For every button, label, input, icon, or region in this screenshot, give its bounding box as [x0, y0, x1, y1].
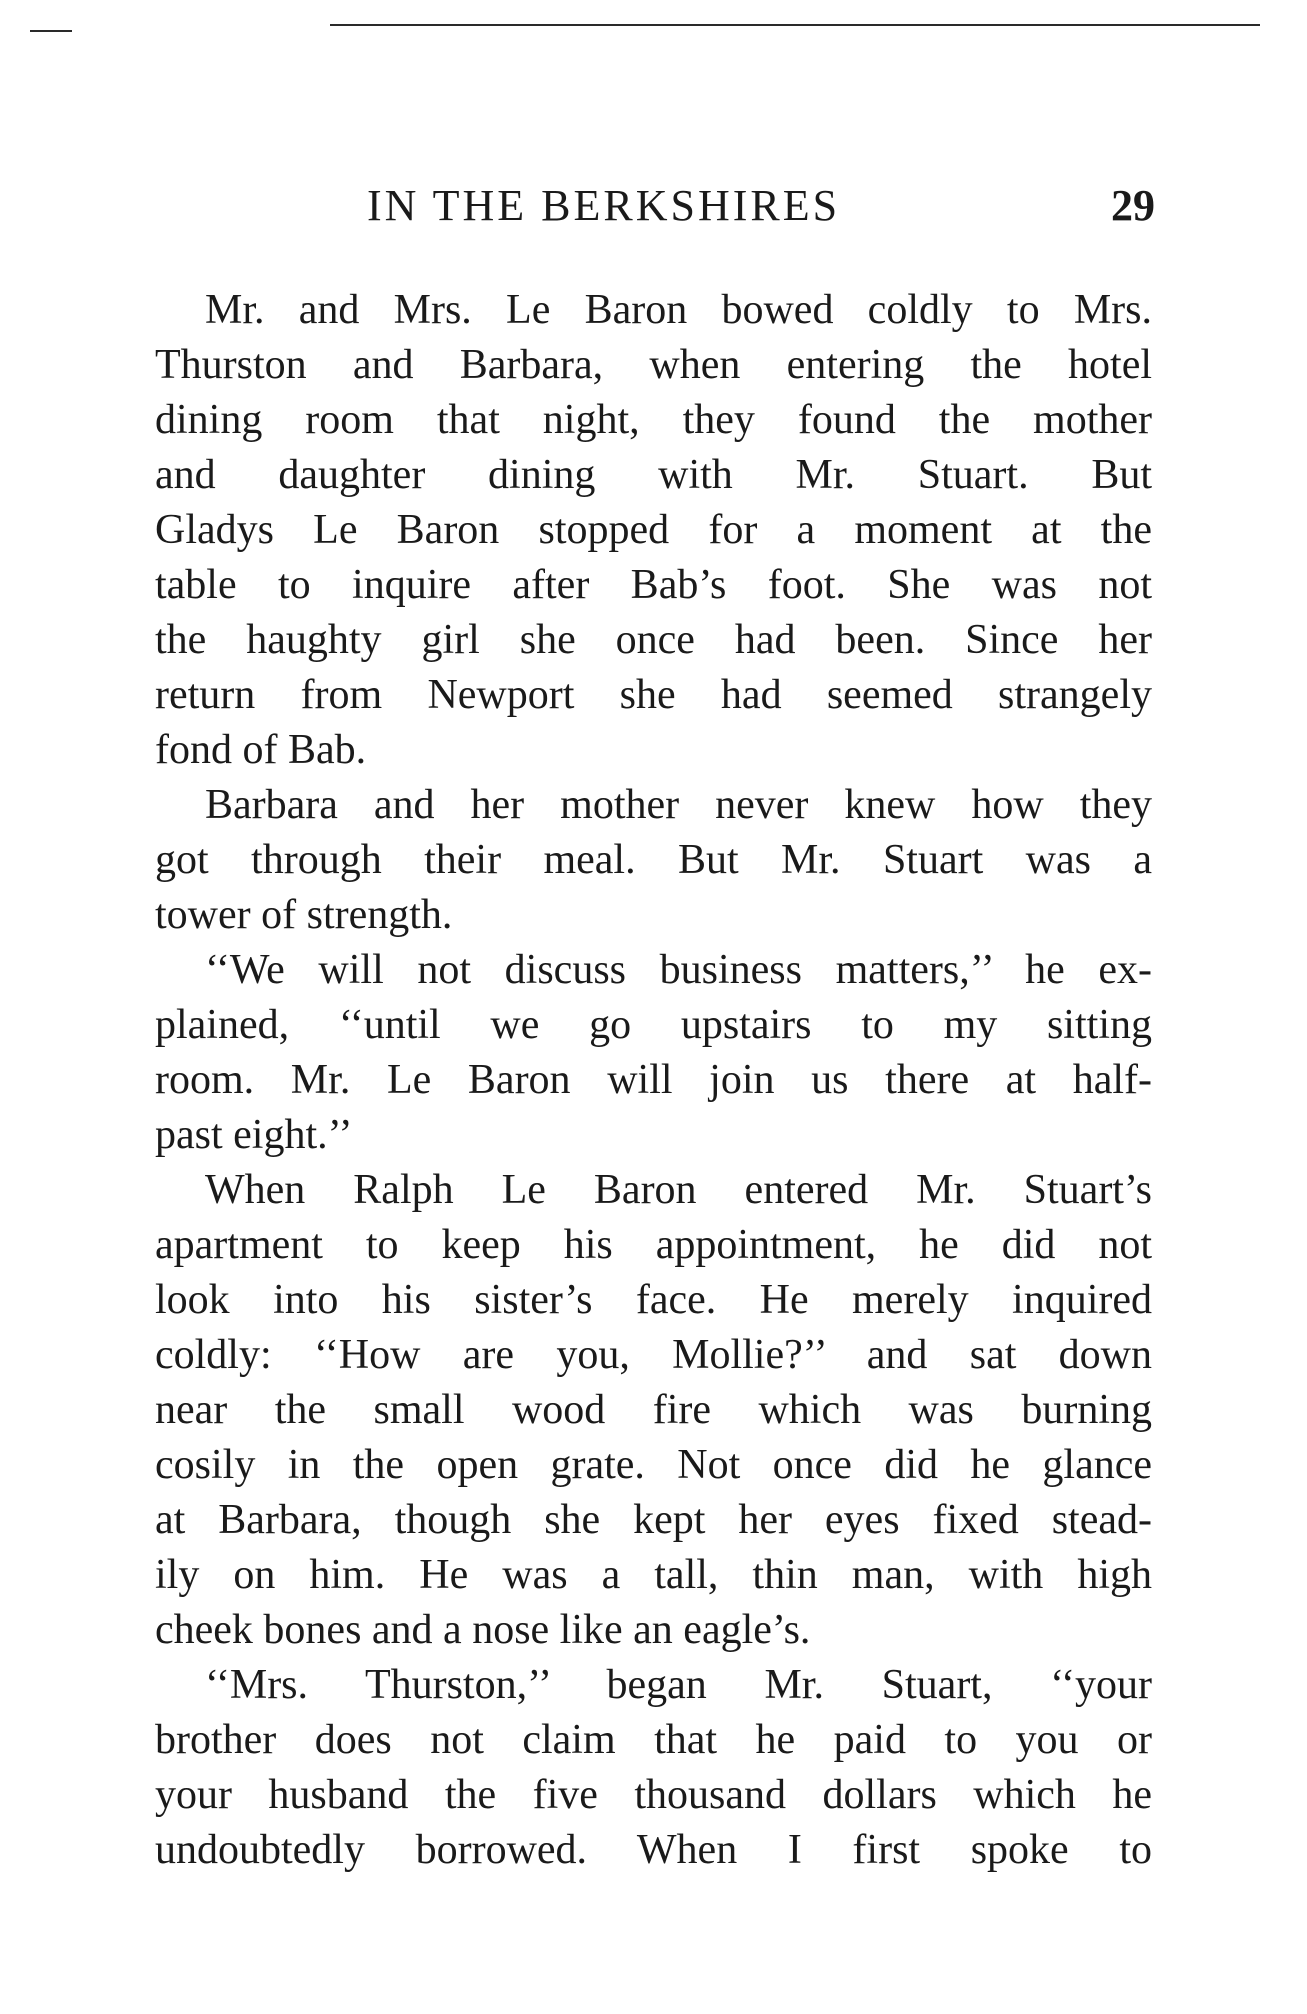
text-line: near the small wood fire which was burning: [155, 1387, 1152, 1433]
text-line: ‘‘We will not discuss business matters,’’ he ex-: [205, 947, 1152, 993]
page-number: 29: [1111, 181, 1155, 230]
text-line: plained, ‘‘until we go upstairs to my sitting: [155, 1002, 1152, 1048]
text-line: Barbara and her mother never knew how they: [205, 782, 1152, 828]
text-line: and daughter dining with Mr. Stuart. But: [155, 452, 1152, 498]
text-line: at Barbara, though she kept her eyes fixed stead-: [155, 1497, 1152, 1543]
text-line: room. Mr. Le Baron will join us there at half-: [155, 1057, 1152, 1103]
text-line: brother does not claim that he paid to you or: [155, 1717, 1152, 1763]
text-line: dining room that night, they found the mother: [155, 397, 1152, 443]
body-text: [155, 283, 1152, 1878]
text-line: the haughty girl she once had been. Since her: [155, 617, 1152, 663]
text-line: your husband the five thousand dollars which he: [155, 1772, 1152, 1818]
text-line: When Ralph Le Baron entered Mr. Stuart’s: [205, 1167, 1152, 1213]
text-line: tower of strength.: [155, 892, 453, 938]
top-rule: [330, 24, 1260, 26]
text-line: undoubtedly borrowed. When I first spoke to: [155, 1827, 1152, 1873]
text-line: ‘‘Mrs. Thurston,’’ began Mr. Stuart, ‘‘your: [205, 1662, 1152, 1708]
text-line: Thurston and Barbara, when entering the hotel: [155, 342, 1152, 388]
text-line: apartment to keep his appointment, he did not: [155, 1222, 1152, 1268]
text-line: cheek bones and a nose like an eagle’s.: [155, 1607, 811, 1653]
text-line: cosily in the open grate. Not once did he glance: [155, 1442, 1152, 1488]
text-line: table to inquire after Bab’s foot. She was not: [155, 562, 1152, 608]
text-line: return from Newport she had seemed strangely: [155, 672, 1152, 718]
running-title: IN THE BERKSHIRES: [367, 181, 841, 230]
text-line: ily on him. He was a tall, thin man, with high: [155, 1552, 1152, 1598]
text-line: Mr. and Mrs. Le Baron bowed coldly to Mrs.: [205, 287, 1152, 333]
page-header: [155, 175, 1155, 237]
text-line: got through their meal. But Mr. Stuart was a: [155, 837, 1152, 883]
text-line: past eight.’’: [155, 1112, 353, 1158]
text-line: coldly: ‘‘How are you, Mollie?’’ and sat down: [155, 1332, 1152, 1378]
text-line: Gladys Le Baron stopped for a moment at the: [155, 507, 1152, 553]
top-left-rule: [30, 30, 72, 32]
text-line: fond of Bab.: [155, 727, 367, 773]
text-line: look into his sister’s face. He merely inquired: [155, 1277, 1152, 1323]
